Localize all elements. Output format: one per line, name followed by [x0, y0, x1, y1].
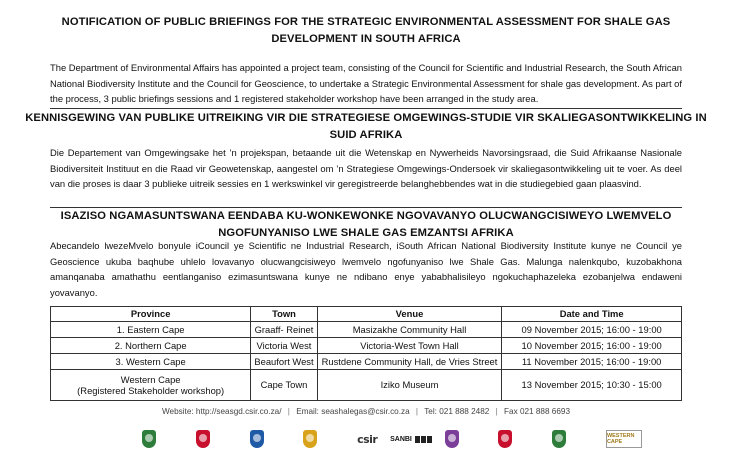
footer-separator: | — [495, 407, 498, 416]
town-cell: Beaufort West — [251, 354, 317, 370]
government-department-logo — [250, 430, 291, 448]
website-link[interactable]: Website: http://seasgd.csir.co.za/ — [161, 407, 282, 416]
fax-number: Fax 021 888 6693 — [504, 407, 571, 416]
town-cell: Cape Town — [251, 370, 317, 401]
datetime-column-header: Date and Time — [502, 307, 682, 322]
province-cell: 2. Northern Cape — [51, 338, 251, 354]
province-line-workshop: (Registered Stakeholder workshop) — [77, 385, 225, 396]
coat-of-arms-icon — [142, 430, 156, 448]
briefing-schedule-table — [50, 306, 682, 401]
contact-footer — [50, 406, 682, 418]
council-for-geoscience-logo — [445, 430, 486, 448]
table-row — [51, 354, 682, 370]
province-column-header: Province — [51, 307, 251, 322]
table-header-row — [51, 307, 682, 322]
dea-logo — [142, 430, 183, 448]
table-row — [51, 338, 682, 354]
footer-separator: | — [415, 407, 419, 416]
town-cell: Graaff- Reinet — [251, 322, 317, 338]
venue-cell: Victoria-West Town Hall — [317, 338, 502, 354]
venue-column-header: Venue — [317, 307, 502, 322]
email-link[interactable]: Email: seashalegas@csir.co.za — [296, 407, 410, 416]
venue-cell: Masizakhe Community Hall — [317, 322, 502, 338]
table-row — [51, 370, 682, 401]
xhosa-body: Abecandelo lwezeMvelo bonyule iCouncil ye Scientific ne Industrial Research, iSouth African National Biodiversity Institute kunye ne Council ye Geoscience ukuba baqhube uhlelo lovavanyo olucwangcisiweyo lwemvelo ngofunyaniso lwe Shale Gas. Malunga nalenkqubo, kuzobakhona amanqanaba amathathu eentlanganiso ezimasuntswana kunye ne ndibano enye yababhalisileyo ngokuchaphazeleka ezobanjelwa endaweni yovavanyo. — [50, 240, 682, 298]
afrikaans-heading: KENNISGEWING VAN PUBLIKE UITREIKING VIR DIE STRATEGIESE OMGEWINGS-STUDIE VIR SKALIEGASONTWIKKELING IN SUID AFRIKA — [25, 112, 707, 141]
western-cape-wordmark: WESTERN CAPE — [606, 433, 635, 445]
town-column-header: Town — [251, 307, 317, 322]
coat-of-arms-icon — [303, 430, 317, 448]
venue-cell: Rustdene Community Hall, de Vries Street — [317, 354, 502, 370]
province-line: Western Cape — [120, 373, 181, 385]
western-cape-government-logo — [606, 430, 642, 448]
table-row — [51, 322, 682, 338]
coat-of-arms-icon — [552, 430, 566, 448]
datetime-cell: 13 November 2015; 10:30 - 15:00 — [502, 370, 682, 401]
coat-of-arms-icon — [498, 430, 512, 448]
english-heading: NOTIFICATION OF PUBLIC BRIEFINGS FOR THE STRATEGIC ENVIRONMENTAL ASSESSMENT FOR SHALE GAS DEVELOPMENT IN SOUTH AFRICA — [61, 16, 671, 45]
sanbi-bars-icon — [415, 436, 432, 443]
coat-of-arms-icon — [445, 430, 459, 448]
xhosa-heading: ISAZISO NGAMASUNTSWANA EENDABA KU-WONKEWONKE NGOVAVANYO OLUCWANGCISIWEYO LWEMVELO NGOFUNYANISO LWE SHALE GAS EMZANTSI AFRIKA — [60, 210, 672, 239]
government-department-logo — [196, 430, 237, 448]
venue-cell: Iziko Museum — [317, 370, 502, 401]
provincial-government-logo — [498, 430, 539, 448]
coat-of-arms-icon — [250, 430, 264, 448]
province-cell: 1. Eastern Cape — [51, 322, 251, 338]
datetime-cell: 11 November 2015; 16:00 - 19:00 — [502, 354, 682, 370]
afrikaans-body: Die Departement van Omgewingsake het ’n projekspan, betaande uit die Wetenskap en Nywerheids Navorsingsraad, die Suid Afrikaanse Nasionale Biodiversiteit Instituut en die Raad vir Geowetenskap, aangestel om ’n Strategiese Omgewings-Ondersoek vir skaliegasontwikkeling uit te voer. As deel van die proses is daar 3 publieke uitreik sessies en 1 werkswinkel vir geregistreerde belanghebbendes wat in die studiegebied gaan plaasvind. — [50, 147, 682, 189]
csir-wordmark: csir — [357, 432, 378, 446]
coat-of-arms-icon — [196, 430, 210, 448]
government-department-logo — [303, 430, 344, 448]
town-cell: Victoria West — [251, 338, 317, 354]
datetime-cell: 09 November 2015; 16:00 - 19:00 — [502, 322, 682, 338]
datetime-cell: 10 November 2015; 16:00 - 19:00 — [502, 338, 682, 354]
partner-logo-strip — [142, 426, 642, 452]
footer-separator: | — [287, 407, 290, 416]
telephone-number: Tel: 021 888 2482 — [424, 407, 490, 416]
provincial-government-logo — [552, 430, 593, 448]
sanbi-wordmark: SANBI — [390, 435, 412, 443]
province-cell: 3. Western Cape — [51, 354, 251, 370]
csir-logo — [357, 433, 377, 446]
sanbi-logo — [390, 436, 432, 443]
section-divider — [50, 108, 682, 109]
province-cell — [51, 370, 251, 401]
english-body: The Department of Environmental Affairs has appointed a project team, consisting of the Council for Scientific and Industrial Research, the South African National Biodiversity Institute and the Council for Geoscience, to undertake a Strategic Environmental Assessment for shale gas development. As part of the process, 3 public briefings sessions and 1 registered stakeholder workshop have been arranged in the study area. — [50, 62, 682, 104]
